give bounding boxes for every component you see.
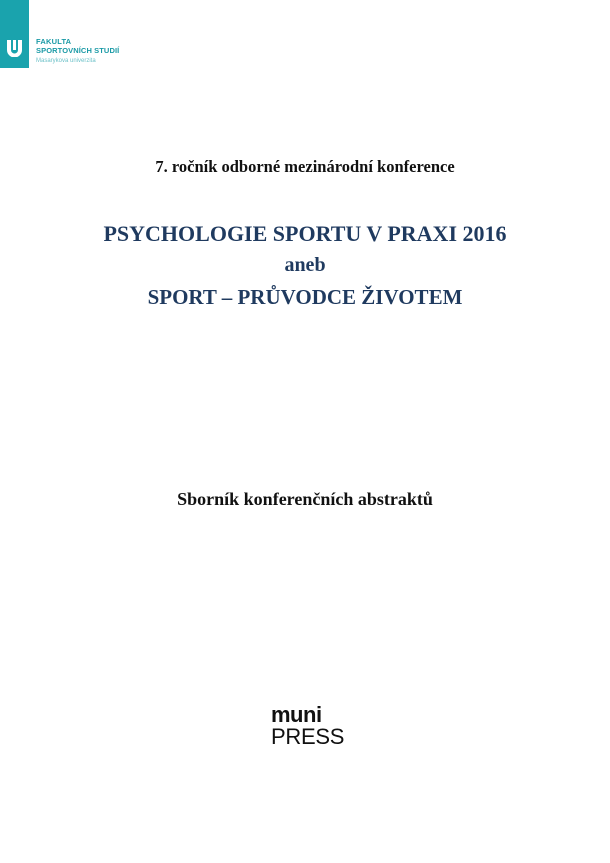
conference-edition: 7. ročník odborné mezinárodní konference bbox=[155, 157, 455, 176]
muni-faculty-logo-icon bbox=[6, 39, 23, 57]
logo-university-name: Masarykova univerzita bbox=[36, 58, 96, 64]
document-subtitle: SPORT – PRŮVODCE ŽIVOTEM bbox=[147, 285, 463, 309]
title-connector: aneb bbox=[284, 254, 326, 276]
faculty-logo-text bbox=[36, 38, 119, 64]
collection-label: Sborník konferenčních abstraktů bbox=[177, 489, 433, 509]
faculty-logo-block bbox=[0, 0, 29, 68]
document-title: PSYCHOLOGIE SPORTU V PRAXI 2016 bbox=[103, 221, 507, 246]
publisher-name-top: muni bbox=[271, 702, 322, 727]
logo-faculty-label: FAKULTA bbox=[36, 37, 72, 46]
publisher-name-bottom: PRESS bbox=[271, 724, 345, 749]
publisher-logo bbox=[271, 704, 344, 748]
logo-faculty-name: SPORTOVNÍCH STUDIÍ bbox=[36, 46, 120, 55]
